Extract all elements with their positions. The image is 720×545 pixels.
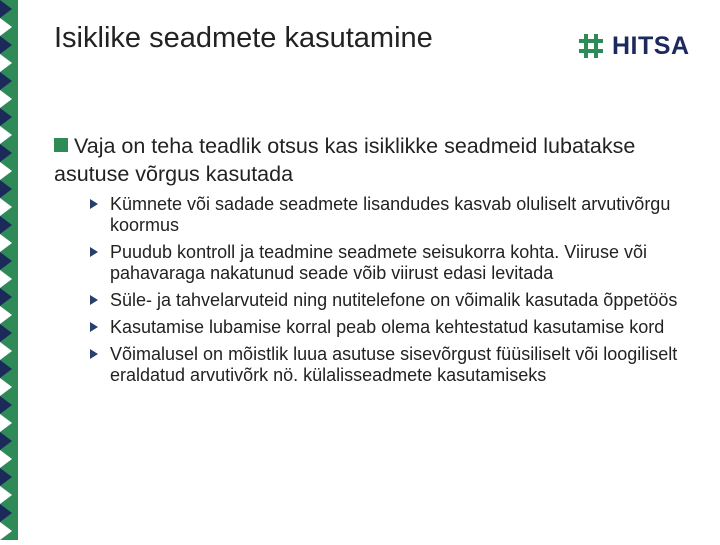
triangle-bullet-icon [90,322,98,332]
square-bullet-icon [54,138,68,152]
decorative-left-strip [0,0,18,540]
zigzag-pattern [0,0,18,540]
triangle-bullet-icon [90,247,98,257]
hitsa-logo [578,33,690,59]
logo-text: HITSA [612,31,690,60]
list-item [90,317,690,338]
lead-text: Vaja on teha teadlik otsus kas isiklikke seadmeid lubatakse asutuse võrgus kasutada [54,134,636,186]
lead-paragraph [54,132,664,188]
slide-title: Isiklike seadmete kasutamine [54,22,433,54]
bullet-list [90,194,690,392]
list-item-text: Puudub kontroll ja teadmine seadmete seisukorra kohta. Viiruse või pahavaraga nakatunud seade võib viirust edasi levitada [110,242,647,283]
list-item [90,194,690,236]
list-item-text: Süle- ja tahvelarvuteid ning nutitelefone on võimalik kasutada õppetöös [110,290,678,310]
list-item [90,242,690,284]
list-item-text: Kasutamise lubamise korral peab olema kehtestatud kasutamise kord [110,317,665,337]
hash-logo-icon [578,33,604,59]
triangle-bullet-icon [90,295,98,305]
list-item [90,344,690,386]
triangle-bullet-icon [90,199,98,209]
list-item-text: Võimalusel on mõistlik luua asutuse sisevõrgust füüsiliselt või loogiliselt eraldatud arvutivõrk nö. külalisseadmete kasutamiseks [110,344,678,385]
list-item [90,290,690,311]
list-item-text: Kümnete või sadade seadmete lisandudes kasvab oluliselt arvutivõrgu koormus [110,194,671,235]
triangle-bullet-icon [90,349,98,359]
